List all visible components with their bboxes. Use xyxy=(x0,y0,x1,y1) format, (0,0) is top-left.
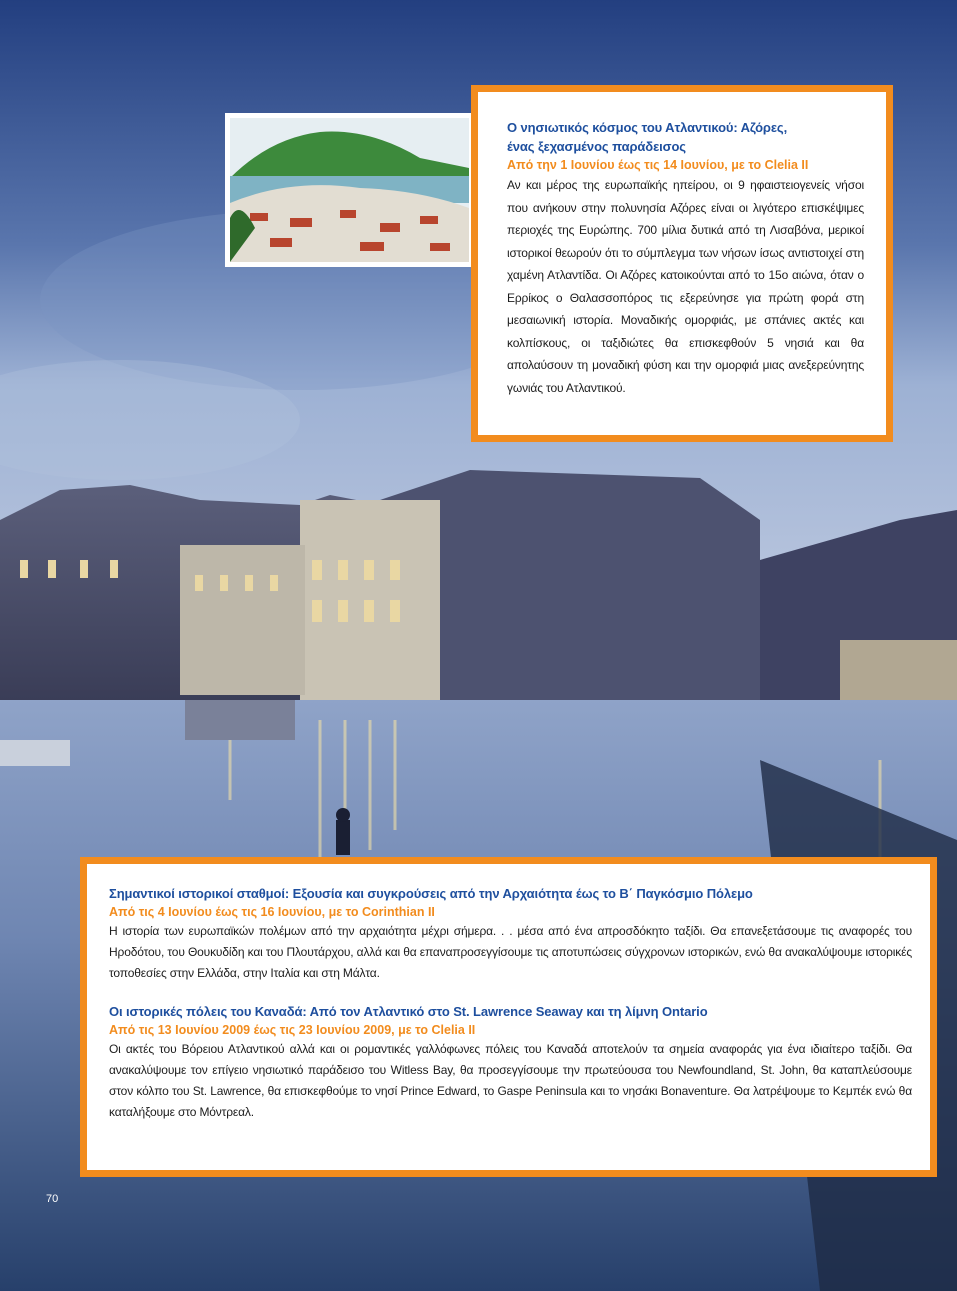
history-body: Η ιστορία των ευρωπαϊκών πολέμων από την αρχαιότητα μέχρι σήμερα. . . μέσα από ένα απροσδόκητο ταξίδι. Θα επανεξετάσουμε τις αναφορές του Ηροδότου, του Θουκυδίδη και του Πλουτάρχου, αλλά και θα επαναπροσεγγίσουμε τις αποτυπώσεις σύγχρονων ιστορικών, ενώ θα ανακαλύψουμε ιστορικές τοποθεσίες στην Ελλάδα, στην Ιταλία και στη Μάλτα. xyxy=(109,924,912,980)
page-number: 70 xyxy=(46,1193,59,1205)
history-subtitle: Από τις 4 Ιουνίου έως τις 16 Ιουνίου, με το Corinthian II xyxy=(109,905,435,919)
canada-subtitle: Από τις 13 Ιουνίου 2009 έως τις 23 Ιουνίου 2009, με το Clelia II xyxy=(109,1023,476,1037)
azores-title-line2: ένας ξεχασμένος παράδεισος xyxy=(507,139,686,154)
azores-title-line1: Ο νησιωτικός κόσμος του Ατλαντικού: Αζόρες, xyxy=(507,120,788,135)
azores-island-photo xyxy=(225,113,474,267)
azores-subtitle: Από την 1 Ιουνίου έως τις 14 Ιουνίου, με το Clelia II xyxy=(507,158,809,172)
cruises-info-box xyxy=(80,857,937,1177)
canada-title: Οι ιστορικές πόλεις του Καναδά: Από τον Ατλαντικό στο St. Lawrence Seaway και τη λίμνη Ontario xyxy=(109,1004,708,1019)
history-title: Σημαντικοί ιστορικοί σταθμοί: Εξουσία και συγκρούσεις από την Αρχαιότητα έως το Β΄ Παγκόσμιο Πόλεμο xyxy=(109,886,753,901)
azores-info-box xyxy=(471,85,893,442)
canada-body: Οι ακτές του Βόρειου Ατλαντικού αλλά και οι ρομαντικές γαλλόφωνες πόλεις του Καναδά αποτελούν τα σημεία αναφοράς για ένα ιδιαίτερο ταξίδι. Θα ανακαλύψουμε τον επίγειο νησιωτικό παράδεισο του Witless Bay, θα προσεγγίσουμε την πρωτεύουσα του Newfoundland, St. John, θα καταπλεύσουμε στον κόλπο του St. Lawrence, θα επισκεφθούμε το νησί Prince Edward, το Gaspe Peninsula και το νησάκι Bonaventure. Θα λατρέψουμε το Κεμπέκ ενώ θα καταλήξουμε στο Μόντρεαλ. xyxy=(109,1042,912,1119)
azores-body: Αν και μέρος της ευρωπαϊκής ηπείρου, οι 9 ηφαιστειογενείς νήσοι που ανήκουν στην πολυνησία Αζόρες είναι οι λιγότερο επισκέψιμες περιοχές της Ευρώπης. 700 μίλια δυτικά από τη Λισαβόνα, μερικοί ιστορικοί θεωρούν ότι το σύμπλεγμα των νήσων ίσως αντιστοιχεί στη χαμένη Ατλαντίδα. Οι Αζόρες κατοικούνται από το 15ο αιώνα, όταν ο Ερρίκος ο Θαλασσοπόρος τις εξερεύνησε για πρώτη φορά στη μεσαιωνική ιστορία. Μοναδικής ομορφιάς, με σπάνιες ακτές και κολπίσκους, οι ταξιδιώτες θα επισκεφθούν 5 νησιά και θα απολαύσουν τη μοναδική φύση και την ομορφιά μιας ανεξερεύνητης γωνιάς του Ατλαντικού. xyxy=(507,178,864,395)
